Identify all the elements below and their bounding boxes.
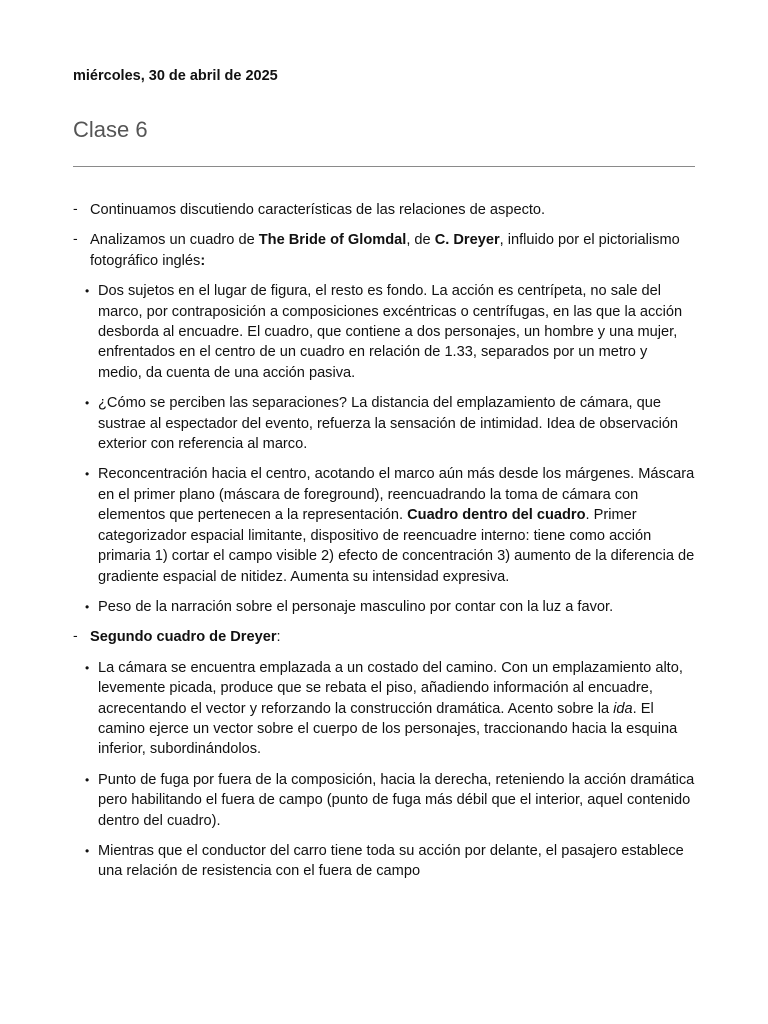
bullet-text: La cámara se encuentra emplazada a un costado del camino. Con un emplazamiento alto, levemente picada, produce que se rebata el piso, añadiendo información al encuadre, acrecentando el vector y reforzando la construcción dramática. Acento sobre la [98, 659, 683, 717]
bullet-item [73, 464, 695, 586]
bullet-text: Reconcentración hacia el centro, acotando el marco aún más desde los márgenes. Máscara en el primer plano (máscara de foreground), reencuadrando la toma de cámara con elementos que pertenecen a la representación. [98, 466, 695, 524]
film-title: The Bride of Glomdal [258, 232, 407, 249]
dash-item [73, 627, 695, 647]
note-date: miércoles, 30 de abril de 2025 [73, 68, 278, 84]
bullet-text: . El camino ejerce un vector sobre el cuerpo de los personajes, traccionando hacia la esquina inferior, subordinándolos. [98, 700, 678, 758]
bullet-item [73, 841, 695, 882]
dash-item [73, 230, 695, 271]
bullet-text: Mientras que el conductor del carro tiene toda su acción por delante, el pasajero establece una relación de resistencia con el fuera de campo [98, 842, 684, 880]
note-body [73, 200, 695, 892]
bullet-item [73, 597, 695, 617]
bullet-text: Dos sujetos en el lugar de figura, el resto es fondo. La acción es centrípeta, no sale del marco, por contraposición a composiciones excéntricas o centrífugas, en las que la acción desborda al encuadre. El cuadro, que contiene a dos personajes, un hombre y una mujer, enfrentados en el centro de un cuadro en relación de 1.33, separados por un metro y medio, da cuenta de una acción pasiva. [98, 283, 683, 381]
dash-item-text: Continuamos discutiendo características de las relaciones de aspecto. [90, 202, 546, 218]
dash-marker: - [73, 200, 78, 216]
dash-item [73, 200, 695, 220]
bullet-marker: • [85, 467, 90, 482]
bullet-marker: • [85, 843, 90, 858]
note-title: Clase 6 [73, 117, 148, 142]
bullet-list [73, 658, 695, 882]
bullet-text: Peso de la narración sobre el personaje masculino por contar con la luz a favor. [98, 598, 614, 615]
bullet-item [73, 658, 695, 760]
bullet-list [73, 281, 695, 617]
dash-item-text: , influido por el pictorialismo fotográfico inglés [90, 232, 680, 269]
bullet-item [73, 281, 695, 383]
title-divider [73, 166, 695, 167]
bold-term: Cuadro dentro del cuadro [407, 507, 586, 524]
bullet-marker: • [85, 284, 90, 299]
section-heading: Segundo cuadro de Dreyer [90, 629, 277, 646]
dash-marker: - [73, 230, 78, 247]
director-name: C. Dreyer [434, 232, 500, 249]
bullet-text: . Primer categorizador espacial limitante, dispositivo de reencuadre interno: tiene como acción primaria 1) cortar el campo visible 2) efecto de concentración 3) aumento de la diferencia de gradiente espacial de nitidez. Aumenta su intensidad expresiva. [98, 507, 695, 585]
bullet-marker: • [85, 660, 90, 675]
dash-item-text: Analizamos un cuadro de [90, 232, 259, 249]
dash-marker: - [73, 627, 78, 644]
bullet-text: Punto de fuga por fuera de la composición, hacia la derecha, reteniendo la acción dramática pero habilitando el fuera de campo (punto de fuga más débil que el interior, aquel contenido dentro del cuadro). [98, 771, 695, 829]
bullet-item [73, 770, 695, 831]
bullet-text: ¿Cómo se perciben las separaciones? La distancia del emplazamiento de cámara, que sustrae al espectador del evento, refuerza la sensación de intimidad. Idea de observación exterior con referencia al marco. [98, 395, 679, 453]
dash-item-text: : [276, 629, 281, 646]
colon: : [200, 252, 206, 269]
bullet-marker: • [85, 772, 90, 787]
italic-term: ida [613, 700, 633, 717]
bullet-marker: • [85, 599, 90, 614]
bullet-marker: • [85, 396, 90, 411]
dash-item-text: , de [406, 232, 435, 249]
bullet-item [73, 393, 695, 454]
